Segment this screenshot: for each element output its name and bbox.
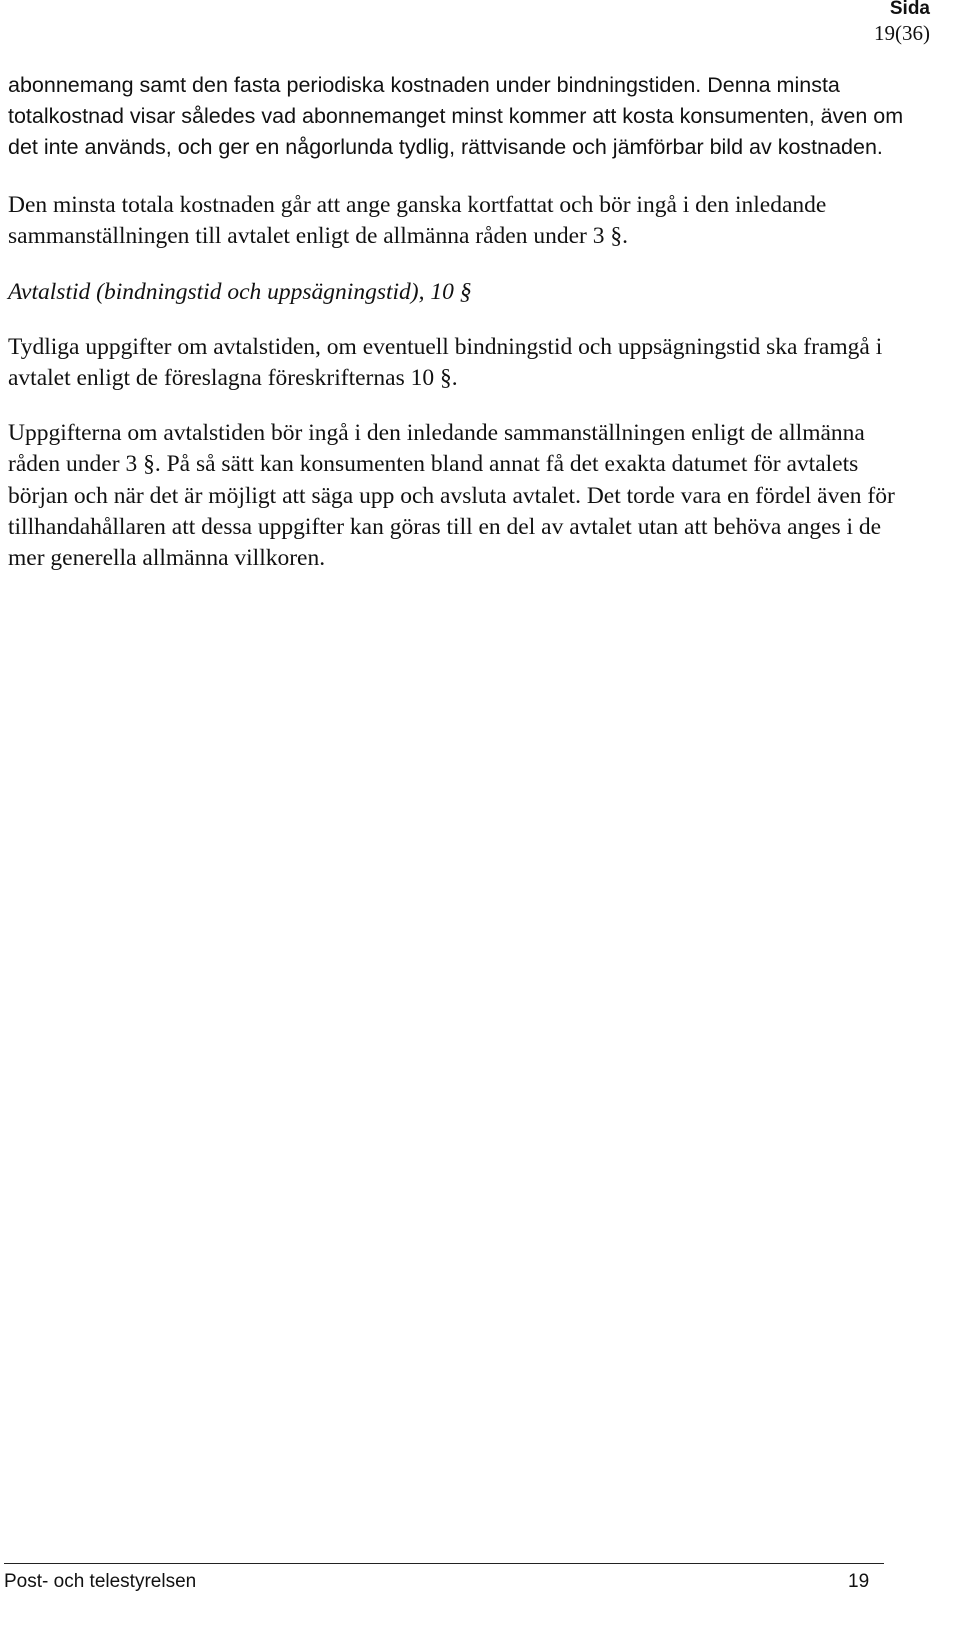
- footer-page-number: 19: [848, 1571, 870, 1592]
- footer-organization: Post- och telestyrelsen: [4, 1571, 197, 1592]
- document-body: [8, 70, 908, 575]
- paragraph-1: abonnemang samt den fasta periodiska kostnaden under bindningstiden. Denna minsta totalkostnad visar således vad abonnemanget minst kommer att kosta konsumenten, även om det inte används, och ger en någorlunda tydlig, rättvisande och jämförbar bild av kostnaden.: [8, 73, 904, 159]
- paragraph-2: Den minsta totala kostnaden går att ange ganska kortfattat och bör ingå i den inledande sammanställningen till avtalet enligt de allmänna råden under 3 §.: [8, 192, 827, 250]
- section-heading: Avtalstid (bindningstid och uppsägningstid), 10 §: [8, 278, 472, 305]
- paragraph-3: Tydliga uppgifter om avtalstiden, om eventuell bindningstid och uppsägningstid ska framgå i avtalet enligt de föreslagna föreskrifternas 10 §.: [8, 333, 883, 391]
- page-label: Sida: [889, 0, 930, 19]
- footer-divider: [4, 1563, 884, 1564]
- page-count: 19(36): [874, 20, 930, 45]
- paragraph-4: Uppgifterna om avtalstiden bör ingå i den inledande sammanställningen enligt de allmänna råden under 3 §. På så sätt kan konsumenten bland annat få det exakta datumet för avtalets början och när det är möjligt att säga upp och avsluta avtalet. Det torde vara en fördel även för tillhandahållaren att dessa uppgifter kan göras till en del av avtalet utan att behöva anges i de mer generella allmänna villkoren.: [8, 420, 895, 572]
- page-header: [874, 0, 930, 45]
